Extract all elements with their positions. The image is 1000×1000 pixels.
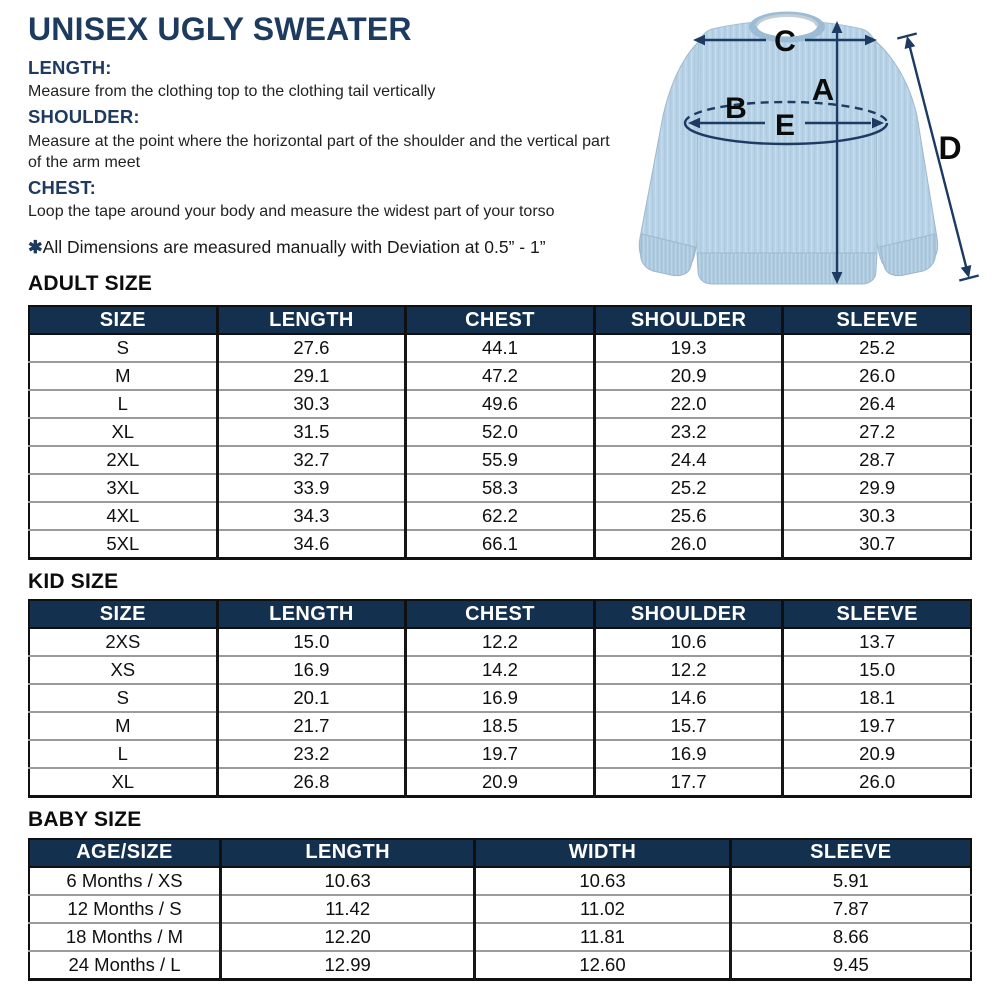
value-cell: 12.2	[594, 656, 783, 684]
value-cell: 15.7	[594, 712, 783, 740]
intro-block	[28, 12, 613, 258]
baby-size-table	[28, 838, 972, 981]
value-cell: 30.3	[217, 390, 406, 418]
table-row	[29, 334, 971, 362]
value-cell: 29.9	[783, 474, 971, 502]
value-cell: 52.0	[406, 418, 595, 446]
table-row	[29, 530, 971, 559]
size-cell: L	[29, 390, 217, 418]
value-cell: 15.0	[217, 628, 406, 656]
column-header-width: WIDTH	[475, 839, 730, 867]
value-cell: 26.0	[783, 768, 971, 797]
size-cell: 4XL	[29, 502, 217, 530]
table-row	[29, 712, 971, 740]
table-row	[29, 867, 971, 895]
value-cell: 22.0	[594, 390, 783, 418]
value-cell: 18.1	[783, 684, 971, 712]
value-cell: 19.3	[594, 334, 783, 362]
size-cell: 2XS	[105, 631, 141, 653]
value-cell: 11.42	[220, 895, 474, 923]
value-cell: 47.2	[406, 362, 595, 390]
value-cell: 33.9	[217, 474, 406, 502]
value-cell: 24.4	[594, 446, 783, 474]
value-cell: 30.3	[783, 502, 971, 530]
value-cell: 8.66	[730, 923, 971, 951]
value-cell: 19.7	[406, 740, 595, 768]
value-cell: 27.2	[783, 418, 971, 446]
value-cell: 19.7	[783, 712, 971, 740]
size-cell: 2XL	[29, 446, 217, 474]
table-row	[29, 390, 971, 418]
column-header-chest: CHEST	[406, 306, 595, 334]
table-row	[29, 362, 971, 390]
table-row	[29, 768, 971, 797]
value-cell: 26.0	[594, 530, 783, 559]
value-cell: 26.4	[783, 390, 971, 418]
value-cell: 20.9	[406, 768, 595, 797]
value-cell: 10.63	[220, 867, 474, 895]
length-description: Measure from the clothing top to the clothing tail vertically	[28, 83, 436, 101]
page-title: UNISEX UGLY SWEATER	[28, 11, 412, 47]
value-cell: 13.7	[783, 628, 971, 656]
sweater-body	[697, 21, 877, 285]
table-row	[29, 502, 971, 530]
value-cell: 31.5	[217, 418, 406, 446]
value-cell: 14.2	[406, 656, 595, 684]
value-cell: 23.2	[217, 740, 406, 768]
table-row	[29, 895, 971, 923]
value-cell: 49.6	[406, 390, 595, 418]
value-cell: 34.6	[217, 530, 406, 559]
adult-size-header-row	[29, 306, 971, 334]
table-row	[29, 923, 971, 951]
size-cell: M	[29, 712, 217, 740]
asterisk-icon: ✱	[28, 237, 43, 258]
column-header-length: LENGTH	[217, 600, 406, 628]
value-cell: 34.3	[217, 502, 406, 530]
value-cell: 15.0	[783, 656, 971, 684]
value-cell: 12.60	[475, 951, 730, 980]
value-cell: 12.99	[220, 951, 474, 980]
value-cell: 20.1	[217, 684, 406, 712]
column-header-length: LENGTH	[220, 839, 474, 867]
deviation-note	[28, 237, 613, 258]
adult-size-table	[28, 305, 972, 560]
shoulder-heading: SHOULDER:	[28, 106, 140, 128]
value-cell: 9.45	[730, 951, 971, 980]
value-cell: 21.7	[217, 712, 406, 740]
column-header-age-size: AGE/SIZE	[29, 839, 220, 867]
value-cell: 14.6	[594, 684, 783, 712]
size-cell: 6 Months / XS	[66, 869, 183, 891]
value-cell: 20.9	[783, 740, 971, 768]
table-row	[29, 951, 971, 980]
size-cell: 5XL	[29, 530, 217, 559]
table-row	[29, 684, 971, 712]
column-header-shoulder: SHOULDER	[594, 306, 783, 334]
value-cell: 16.9	[217, 656, 406, 684]
value-cell: 20.9	[594, 362, 783, 390]
table-row	[29, 446, 971, 474]
table-row	[29, 474, 971, 502]
column-header-length: LENGTH	[217, 306, 406, 334]
label-c: C	[774, 25, 796, 58]
value-cell: 18.5	[406, 712, 595, 740]
value-cell: 66.1	[406, 530, 595, 559]
value-cell: 11.81	[475, 923, 730, 951]
value-cell: 25.2	[783, 334, 971, 362]
column-header-chest: CHEST	[406, 600, 595, 628]
table-row	[29, 740, 971, 768]
label-e: E	[774, 109, 796, 142]
value-cell: 16.9	[594, 740, 783, 768]
value-cell: 10.6	[594, 628, 783, 656]
value-cell: 62.2	[406, 502, 595, 530]
value-cell: 28.7	[783, 446, 971, 474]
size-cell: XS	[29, 656, 217, 684]
baby-size-heading: BABY SIZE	[28, 808, 142, 832]
size-cell: 24 Months / L	[29, 951, 220, 980]
value-cell: 5.91	[730, 867, 971, 895]
value-cell: 17.7	[594, 768, 783, 797]
size-cell: 12 Months / S	[29, 895, 220, 923]
sweater-diagram	[618, 0, 1000, 300]
value-cell: 7.87	[730, 895, 971, 923]
label-d: D	[938, 130, 962, 166]
value-cell: 12.20	[220, 923, 474, 951]
kid-size-heading: KID SIZE	[28, 570, 119, 594]
value-cell: 27.6	[217, 334, 406, 362]
value-cell: 16.9	[406, 684, 595, 712]
value-cell: 44.1	[406, 334, 595, 362]
adult-size-heading: ADULT SIZE	[28, 272, 153, 295]
column-header-sleeve: SLEEVE	[783, 306, 971, 334]
value-cell: 26.0	[783, 362, 971, 390]
column-header-size: SIZE	[29, 306, 217, 334]
value-cell: 23.2	[594, 418, 783, 446]
value-cell: 25.6	[594, 502, 783, 530]
size-cell: S	[116, 337, 129, 359]
baby-size-header-row	[29, 839, 971, 867]
shoulder-description: Measure at the point where the horizontal part of the shoulder and the vertical part of the arm meet	[28, 132, 610, 171]
table-row	[29, 418, 971, 446]
value-cell: 29.1	[217, 362, 406, 390]
table-row	[29, 628, 971, 656]
value-cell: 11.02	[475, 895, 730, 923]
label-a: A	[811, 72, 835, 107]
instruction-shoulder	[28, 106, 613, 172]
chest-description: Loop the tape around your body and measure the widest part of your torso	[28, 203, 555, 221]
value-cell: 32.7	[217, 446, 406, 474]
table-row	[29, 656, 971, 684]
column-header-sleeve: SLEEVE	[730, 839, 971, 867]
size-cell: M	[29, 362, 217, 390]
instruction-length	[28, 57, 613, 102]
deviation-note-text: All Dimensions are measured manually with Deviation at 0.5” - 1”	[42, 237, 546, 258]
column-header-shoulder: SHOULDER	[594, 600, 783, 628]
kid-size-header-row	[29, 600, 971, 628]
size-cell: S	[29, 684, 217, 712]
value-cell: 10.63	[475, 867, 730, 895]
size-tables-section	[28, 271, 972, 981]
kid-size-table	[28, 599, 972, 798]
column-header-size: SIZE	[29, 600, 217, 628]
value-cell: 26.8	[217, 768, 406, 797]
value-cell: 55.9	[406, 446, 595, 474]
instruction-chest	[28, 177, 613, 222]
value-cell: 30.7	[783, 530, 971, 559]
size-cell: L	[29, 740, 217, 768]
size-cell: XL	[29, 418, 217, 446]
length-heading: LENGTH:	[28, 57, 112, 79]
sweater-diagram-svg	[618, 0, 1000, 300]
column-header-sleeve: SLEEVE	[783, 600, 971, 628]
size-cell: XL	[29, 768, 217, 797]
size-cell: 3XL	[29, 474, 217, 502]
value-cell: 58.3	[406, 474, 595, 502]
value-cell: 25.2	[594, 474, 783, 502]
size-cell: 18 Months / M	[29, 923, 220, 951]
chest-heading: CHEST:	[28, 176, 97, 198]
value-cell: 12.2	[406, 628, 595, 656]
label-b: B	[725, 92, 747, 125]
